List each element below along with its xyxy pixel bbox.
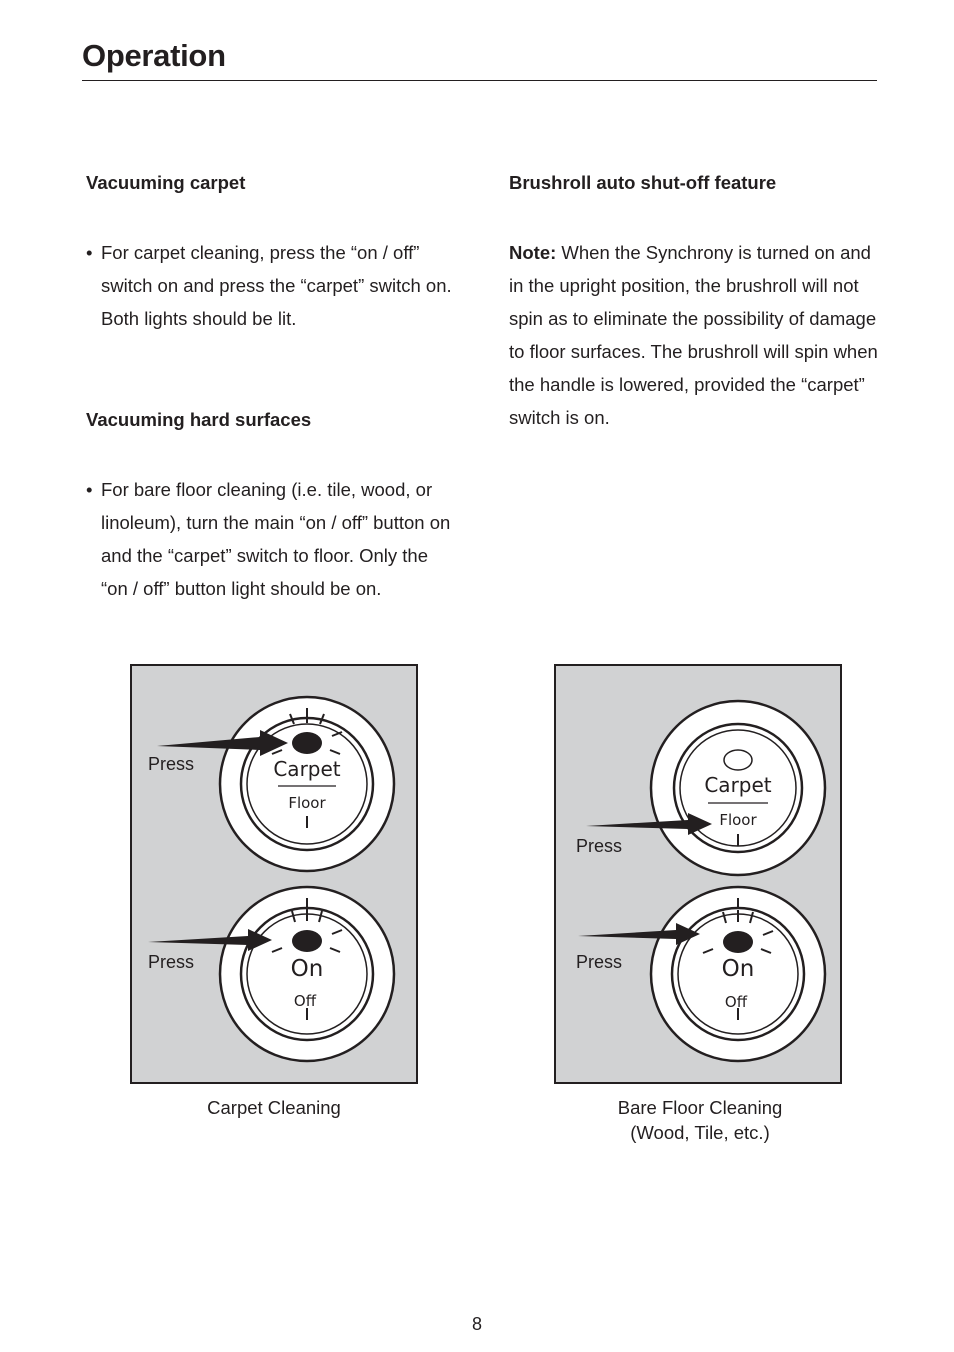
- page-number: 8: [471, 1314, 482, 1334]
- arrow-icon: [586, 813, 712, 835]
- carpet-label: Carpet: [704, 773, 772, 797]
- bare-floor-cleaning-illustration: [556, 666, 840, 1082]
- power-switch: [220, 887, 394, 1061]
- carpet-switch: [220, 697, 394, 871]
- off-label: Off: [293, 992, 317, 1010]
- note-text: When the Synchrony is turned on and in the upright position, the brushroll will not spin as to eliminate the possibility of damage to floor surfaces. The brushroll will spin when the handle is lowered, provided the “carpet” switch is on.: [509, 242, 878, 428]
- carpet-switch: [651, 701, 825, 875]
- carpet-cleaning-figure: [130, 664, 418, 1084]
- note-label: Note:: [509, 242, 557, 263]
- press-label-bottom: Press: [148, 952, 195, 972]
- arrow-icon: [148, 929, 272, 951]
- press-label-top: Press: [148, 754, 195, 774]
- off-label: Off: [724, 993, 748, 1011]
- page-title: Operation: [82, 38, 226, 73]
- press-label-bottom: Press: [576, 952, 623, 972]
- right-column: [509, 170, 881, 434]
- bare-floor-caption-line2: (Wood, Tile, etc.): [630, 1122, 770, 1143]
- brushroll-heading: Brushroll auto shut-off feature: [509, 172, 777, 193]
- arrow-icon: [157, 730, 288, 756]
- carpet-light-icon: [724, 750, 752, 770]
- carpet-heading: Vacuuming carpet: [86, 172, 246, 193]
- press-label-top: Press: [576, 836, 623, 856]
- left-column: [86, 170, 458, 605]
- carpet-cleaning-illustration: [132, 666, 416, 1082]
- hard-surfaces-heading: Vacuuming hard surfaces: [86, 409, 312, 430]
- floor-label: Floor: [719, 811, 757, 829]
- arrow-icon: [578, 923, 700, 945]
- power-light-icon: [292, 930, 322, 952]
- on-label: On: [721, 956, 755, 982]
- bare-floor-caption-line1: Bare Floor Cleaning: [617, 1097, 783, 1118]
- carpet-instruction: • For carpet cleaning, press the “on / off” switch on and press the “carpet” switch on. Both lights should be lit.: [86, 236, 458, 335]
- carpet-cleaning-caption: Carpet Cleaning: [207, 1097, 341, 1118]
- floor-label: Floor: [288, 794, 326, 812]
- power-light-icon: [723, 931, 753, 953]
- power-switch: [651, 887, 825, 1061]
- title-divider: [82, 80, 877, 81]
- carpet-label: Carpet: [273, 757, 341, 781]
- on-label: On: [290, 956, 324, 982]
- carpet-light-icon: [292, 732, 322, 754]
- bare-floor-cleaning-figure: [554, 664, 842, 1084]
- hard-surfaces-instruction: • For bare floor cleaning (i.e. tile, wood, or linoleum), turn the main “on / off” button on and the “carpet” switch to floor. Only the “on / off” button light should be on.: [86, 473, 458, 605]
- bare-floor-caption: [558, 1095, 842, 1145]
- brushroll-note: [509, 236, 881, 434]
